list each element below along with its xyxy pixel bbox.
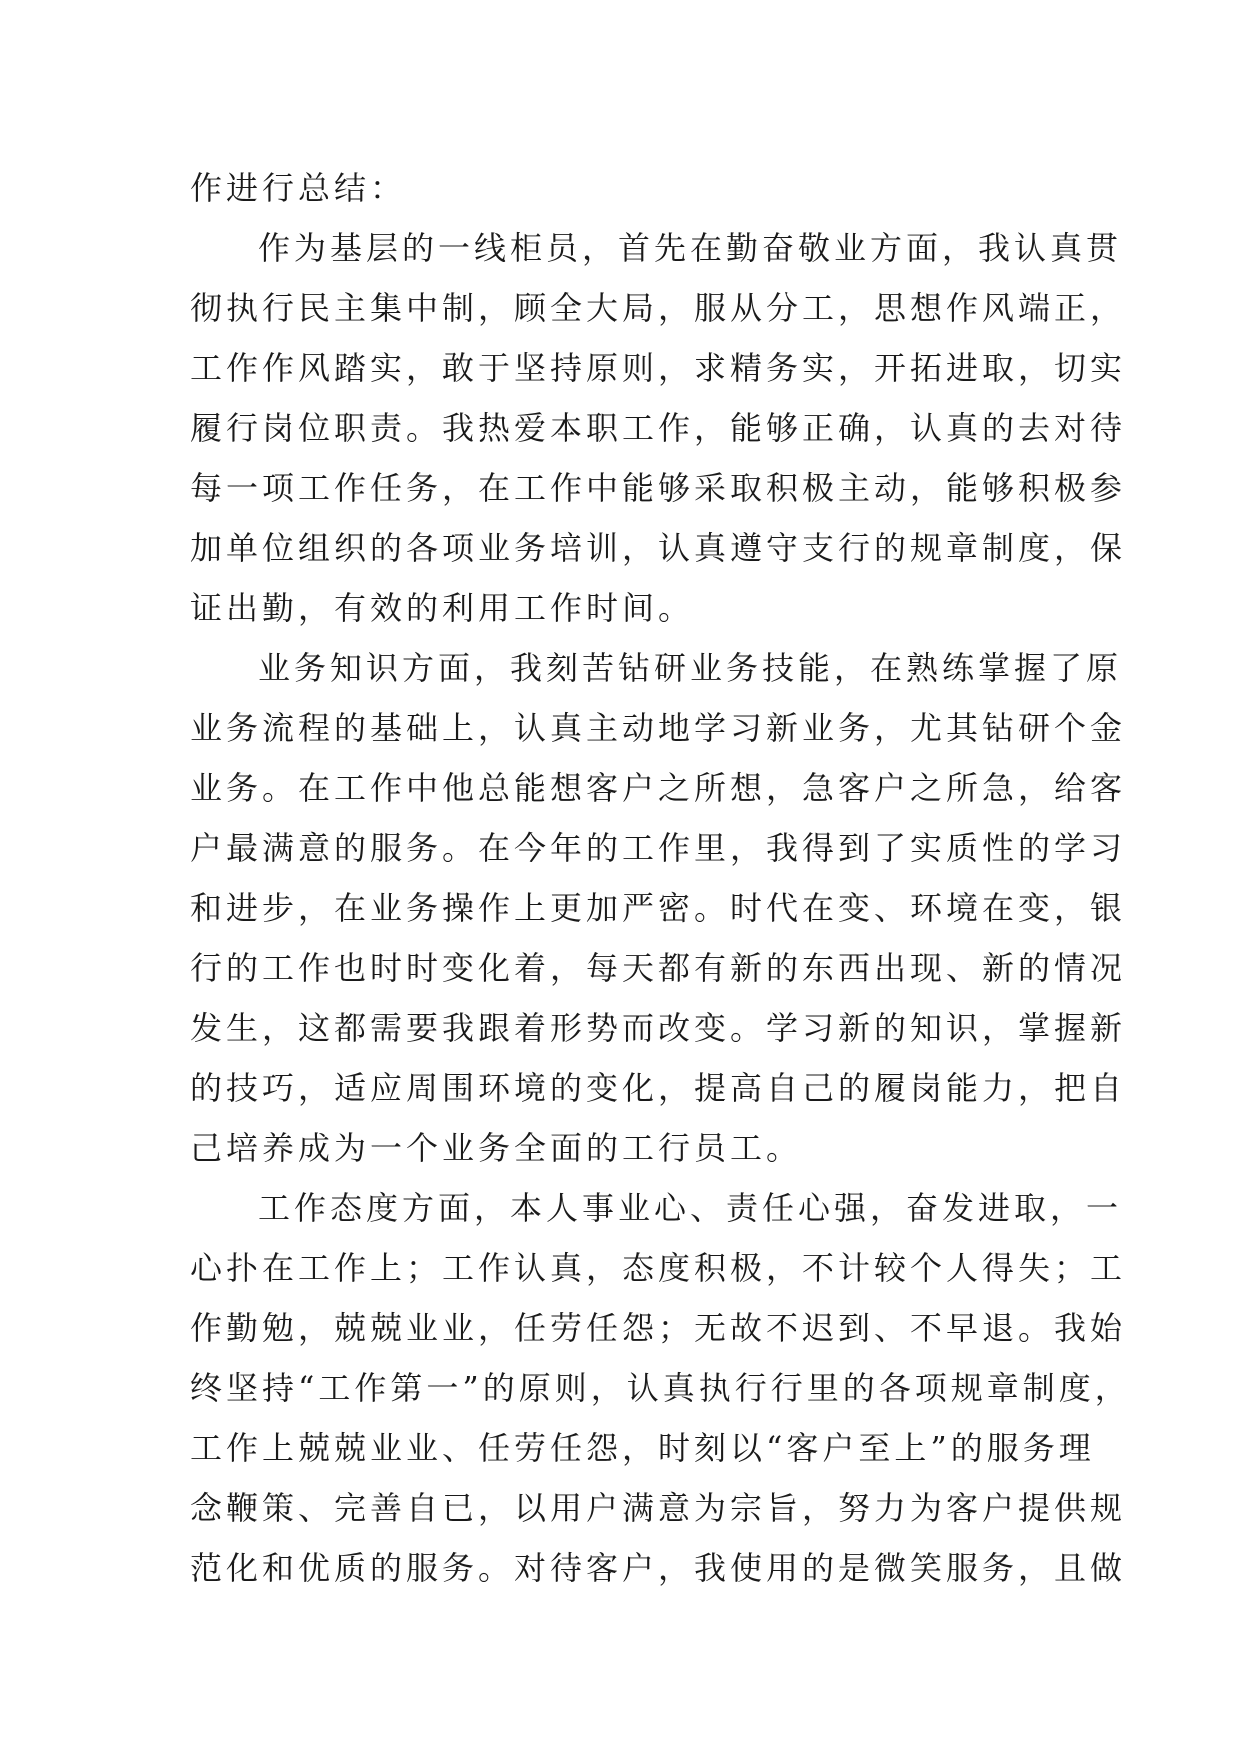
- text-line: 履行岗位职责。我热爱本职工作，能够正确，认真的去对待: [190, 409, 1127, 447]
- paragraph-start-line: 工作态度方面，本人事业心、责任心强，奋发进取，一: [258, 1189, 1123, 1227]
- paragraph-start-line: 业务知识方面，我刻苦钻研业务技能，在熟练掌握了原: [258, 649, 1123, 687]
- text-line: 和进步，在业务操作上更加严密。时代在变、环境在变，银: [190, 889, 1127, 927]
- text-line: 工作上兢兢业业、任劳任怨，时刻以“客户至上”的服务理: [190, 1429, 1095, 1467]
- text-line: 己培养成为一个业务全面的工行员工。: [190, 1129, 803, 1167]
- text-line: 终坚持“工作第一”的原则，认真执行行里的各项规章制度，: [190, 1369, 1131, 1407]
- text-line: 作勤勉，兢兢业业，任劳任怨；无故不迟到、不早退。我始: [190, 1309, 1127, 1347]
- text-line: 证出勤，有效的利用工作时间。: [190, 589, 695, 627]
- text-line: 工作作风踏实，敢于坚持原则，求精务实，开拓进取，切实: [190, 349, 1127, 387]
- text-line: 彻执行民主集中制，顾全大局，服从分工，思想作风端正，: [190, 289, 1127, 327]
- text-line: 念鞭策、完善自已，以用户满意为宗旨，努力为客户提供规: [190, 1489, 1127, 1527]
- text-line: 每一项工作任务，在工作中能够采取积极主动，能够积极参: [190, 469, 1127, 507]
- text-line: 心扑在工作上；工作认真，态度积极，不计较个人得失；工: [190, 1249, 1127, 1287]
- text-line: 业务流程的基础上，认真主动地学习新业务，尤其钻研个金: [190, 709, 1127, 747]
- text-line: 的技巧，适应周围环境的变化，提高自己的履岗能力，把自: [190, 1069, 1127, 1107]
- paragraph-start-line: 作为基层的一线柜员，首先在勤奋敬业方面，我认真贯: [258, 229, 1123, 267]
- text-line: 范化和优质的服务。对待客户，我使用的是微笑服务，且做: [190, 1549, 1127, 1587]
- text-line: 户最满意的服务。在今年的工作里，我得到了实质性的学习: [190, 829, 1127, 867]
- text-line: 加单位组织的各项业务培训，认真遵守支行的规章制度，保: [190, 529, 1127, 567]
- text-line: 业务。在工作中他总能想客户之所想，急客户之所急，给客: [190, 769, 1127, 807]
- text-line: 行的工作也时时变化着，每天都有新的东西出现、新的情况: [190, 949, 1127, 987]
- document-body: [190, 158, 1131, 1598]
- text-line: 作进行总结：: [190, 169, 407, 207]
- text-line: 发生，这都需要我跟着形势而改变。学习新的知识，掌握新: [190, 1009, 1127, 1047]
